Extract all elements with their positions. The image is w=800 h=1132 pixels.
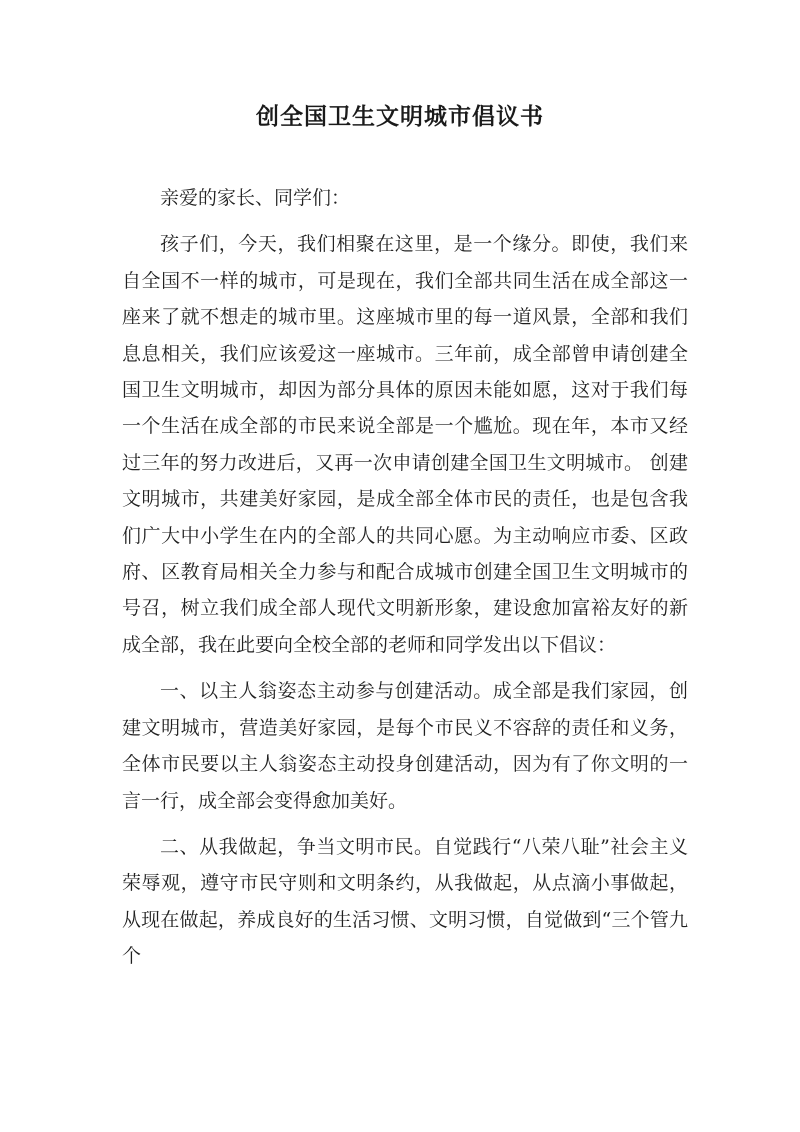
paragraph-item-1: 一、以主人翁姿态主动参与创建活动。成全部是我们家园，创建文明城市，营造美好家园，是每个市民义不容辞的责任和义务，全体市民要以主人翁姿态主动投身创建活动，因为有了你文明的一言一行，成全部会变得愈加美好。 [122,680,688,812]
document-body [122,180,688,985]
paragraph-item-2: 二、从我做起，争当文明市民。自觉践行“八荣八耻”社会主义荣辱观，遵守市民守则和文明条约，从我做起，从点滴小事做起，从现在做起，养成良好的生活习惯、文明习惯，自觉做到“三个管九个 [122,835,688,968]
greeting: 亲爱的家长、同学们： [160,187,351,209]
paragraph-intro: 孩子们，今天，我们相聚在这里，是一个缘分。即使，我们来自全国不一样的城市，可是现在，我们全部共同生活在成全部这一座来了就不想走的城市里。这座城市里的每一道风景，全部和我们息息相关，我们应该爱这一座城市。三年前，成全部曾申请创建全国卫生文明城市，却因为部分具体的原因未能如愿，这对于我们每一个生活在成全部的市民来说全部是一个尴尬。现在年，本市又经过三年的努力改进后，又再一次申请创建全国卫生文明城市。 创建文明城市，共建美好家园，是成全部全体市民的责任，也是包含我们广大中小学生在内的全部人的共同心愿。为主动响应市委、区政府、区教育局相关全力参与和配合成城市创建全国卫生文明城市的号召，树立我们成全部人现代文明新形象，建设愈加富裕友好的新成全部，我在此要向全校全部的老师和同学发出以下倡议： [122,233,688,656]
document-title: 创全国卫生文明城市倡议书 [256,103,544,130]
